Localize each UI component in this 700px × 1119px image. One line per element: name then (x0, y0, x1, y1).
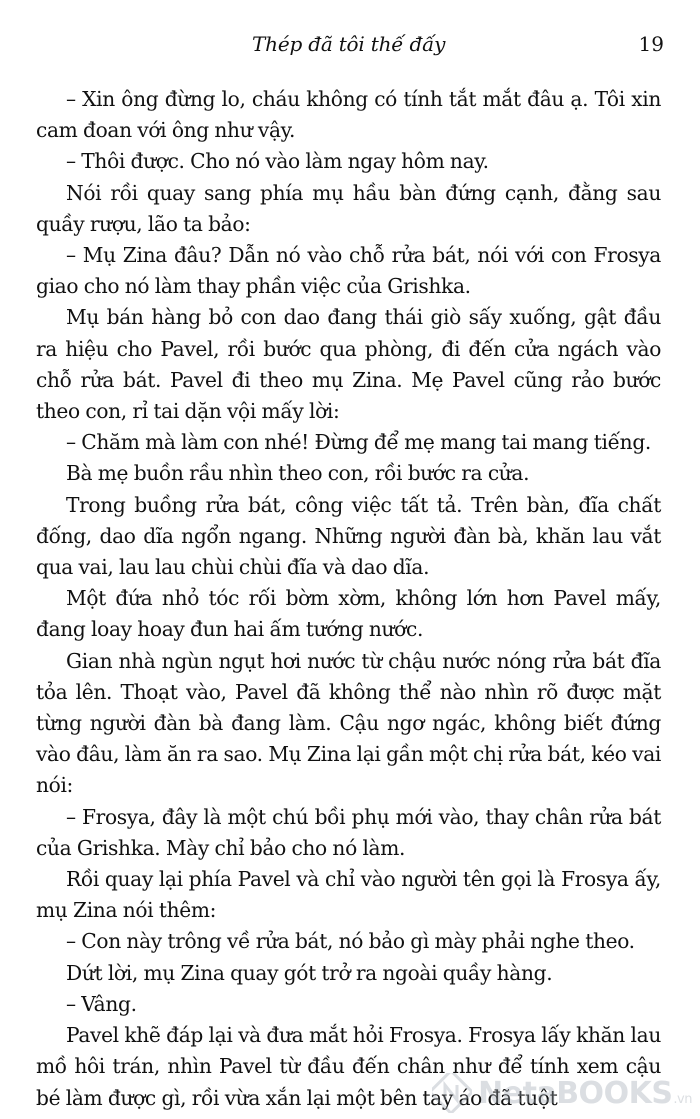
paragraph: Gian nhà ngùn ngụt hơi nước từ chậu nước nóng rửa bát đĩa tỏa lên. Thoạt vào, Pavel đã không thể nào nhìn rõ được mặt từng người đàn bà đang làm. Cậu ngơ ngác, không biết đứng vào đâu, làm ăn ra sao. Mụ Zina lại gần một chị rửa bát, kéo vai nói: (36, 648, 661, 798)
paragraph: – Thôi được. Cho nó vào làm ngay hôm nay. (66, 149, 489, 174)
watermark-text: NetaBOOKS.vn (478, 1075, 692, 1111)
netabooks-logo-icon (432, 1073, 472, 1113)
paragraph: – Frosya, đây là một chú bồi phụ mới vào, thay chân rửa bát của Grishka. Mày chỉ bảo cho nó làm. (36, 804, 661, 860)
body-text (36, 84, 661, 1114)
running-title: Thép đã tôi thế đấy (252, 32, 446, 56)
paragraph: Nói rồi quay sang phía mụ hầu bàn đứng cạnh, đằng sau quầy rượu, lão ta bảo: (36, 180, 661, 236)
paragraph: – Con này trông về rửa bát, nó bảo gì mày phải nghe theo. (66, 929, 635, 954)
page-header (0, 30, 700, 66)
paragraph: – Chăm mà làm con nhé! Đừng để mẹ mang tai mang tiếng. (66, 430, 651, 455)
paragraph: – Vâng. (66, 991, 137, 1016)
paragraph: – Mụ Zina đâu? Dẫn nó vào chỗ rửa bát, nói với con Frosya giao cho nó làm thay phần việc của Grishka. (36, 243, 661, 299)
paragraph: Một đứa nhỏ tóc rối bờm xờm, không lớn hơn Pavel mấy, đang loay hoay đun hai ấm tướng nước. (36, 586, 661, 642)
watermark (432, 1073, 692, 1113)
paragraph: Rồi quay lại phía Pavel và chỉ vào người tên gọi là Frosya ấy, mụ Zina nói thêm: (36, 867, 661, 923)
page-number: 19 (638, 32, 664, 56)
paragraph: Mụ bán hàng bỏ con dao đang thái giò sấy xuống, gật đầu ra hiệu cho Pavel, rồi bước qua phòng, đi đến cửa ngách vào chỗ rửa bát. Pavel đi theo mụ Zina. Mẹ Pavel cũng rảo bước theo con, rỉ tai dặn vội mấy lời: (36, 305, 661, 424)
paragraph: Pavel khẽ đáp lại và đưa mắt hỏi Frosya. Frosya lấy khăn lau mồ hôi trán, nhìn Pavel từ đầu đến chân như để tính xem cậu bé làm được gì, rồi vừa xắn lại một bên tay áo đã tuột (36, 1023, 661, 1110)
paragraph: – Xin ông đừng lo, cháu không có tính tắt mắt đâu ạ. Tôi xin cam đoan với ông như vậy. (36, 87, 661, 143)
paragraph: Dứt lời, mụ Zina quay gót trở ra ngoài quầy hàng. (66, 960, 553, 985)
paragraph: Bà mẹ buồn rầu nhìn theo con, rồi bước ra cửa. (66, 461, 530, 486)
paragraph: Trong buồng rửa bát, công việc tất tả. Trên bàn, đĩa chất đống, dao dĩa ngổn ngang. Những người đàn bà, khăn lau vắt qua vai, lau lau chùi chùi đĩa và dao dĩa. (36, 492, 661, 580)
